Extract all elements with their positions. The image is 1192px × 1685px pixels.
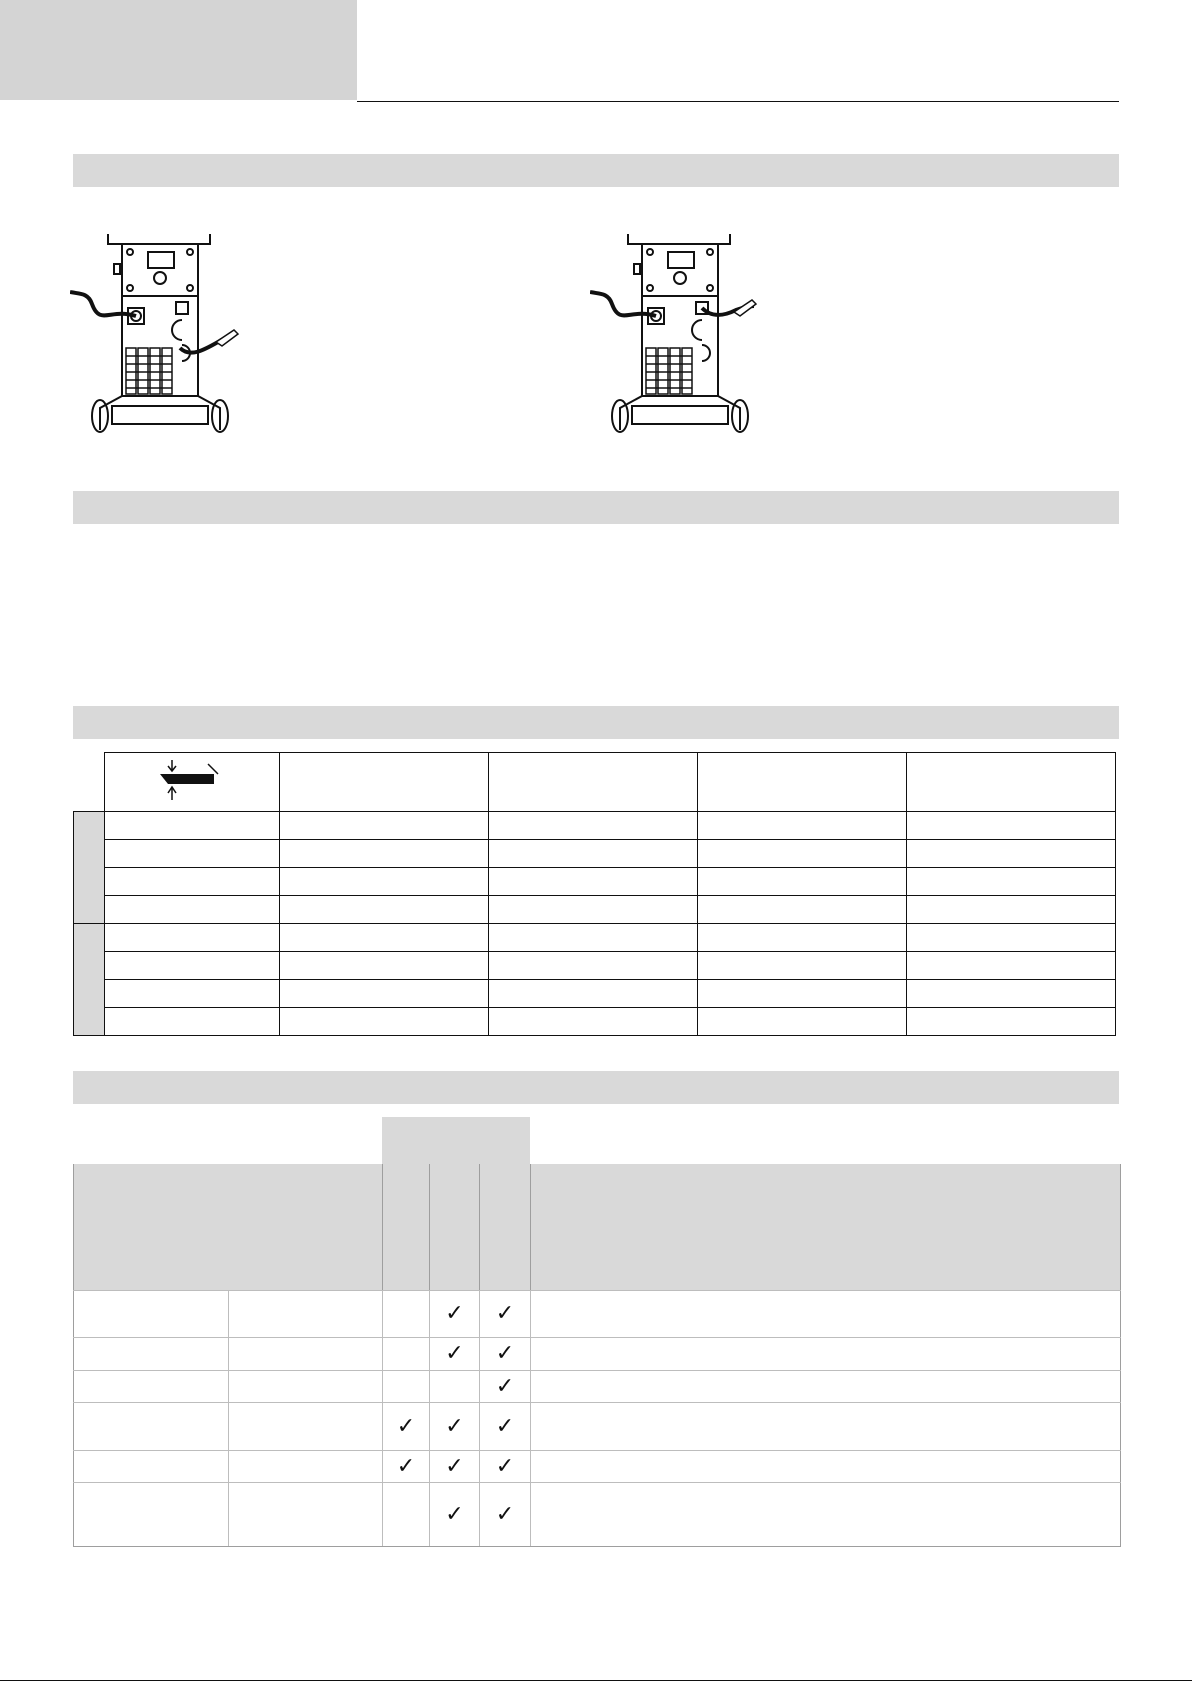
check-icon-4-2: ✓ (495, 1453, 515, 1479)
footer-rule (0, 1680, 1192, 1681)
check-icon-4-1: ✓ (445, 1453, 464, 1479)
table-row (74, 1371, 1121, 1403)
check-icon-1-2: ✓ (495, 1341, 515, 1366)
check-icon-1-1: ✓ (445, 1341, 464, 1366)
table-row (74, 1451, 1121, 1483)
header-rule (357, 101, 1119, 102)
mode-header-box (382, 1117, 530, 1164)
section-bar-connection (73, 154, 1119, 187)
table-row (74, 1483, 1121, 1547)
compatibility-table (73, 1164, 1121, 1547)
welder-torch-left-clamp-bottom-right-icon (70, 230, 240, 435)
table-row (74, 1338, 1121, 1371)
welder-torch-left-clamp-top-right-icon (590, 230, 760, 435)
check-icon-5-1: ✓ (445, 1501, 464, 1527)
section-bar-thickness (73, 706, 1119, 739)
thickness-header-cell (104, 753, 279, 812)
check-icon-4-0: ✓ (396, 1453, 416, 1479)
check-icon-3-1: ✓ (445, 1413, 464, 1439)
section-bar-description (73, 491, 1119, 524)
check-icon-3-2: ✓ (495, 1413, 515, 1439)
check-icon-0-2: ✓ (495, 1301, 515, 1326)
check-icon-5-2: ✓ (495, 1501, 515, 1527)
thickness-table (73, 752, 1116, 1036)
check-icon-2-2: ✓ (495, 1373, 515, 1399)
header-corner-block (0, 0, 357, 100)
check-icon-3-0: ✓ (396, 1413, 416, 1439)
group-label-2 (74, 924, 105, 1036)
check-icon-0-1: ✓ (445, 1301, 464, 1326)
plate-thickness-icon (152, 758, 232, 802)
table-row (74, 1291, 1121, 1338)
table-row (74, 1403, 1121, 1451)
section-bar-compatibility (73, 1071, 1119, 1104)
group-label-1 (74, 812, 105, 924)
